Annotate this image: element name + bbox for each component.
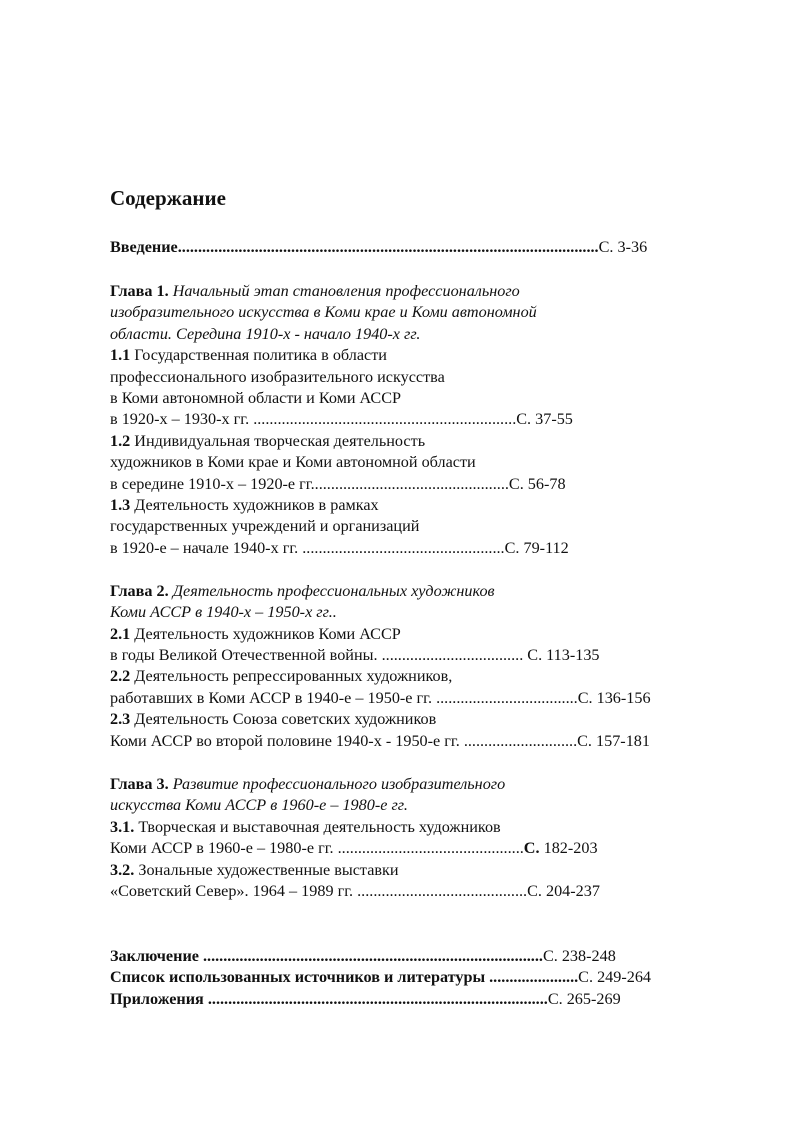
- toc-line: [110, 538, 728, 559]
- toc-line: [110, 345, 728, 366]
- toc-text: области. Середина 1910-х - начало 1940-х гг.: [110, 325, 421, 343]
- toc-text: работавших в Коми АССР в 1940-е – 1950-е гг. ...................................С. 136-156: [110, 689, 651, 707]
- toc-line: [110, 645, 728, 666]
- toc-text: государственных учреждений и организаций: [110, 517, 420, 535]
- toc-line: [110, 302, 728, 323]
- toc-line: [110, 516, 728, 537]
- toc-line: [110, 452, 728, 473]
- toc-text: Деятельность профессиональных художников: [172, 582, 495, 600]
- toc-line: [110, 817, 728, 838]
- toc-text: Деятельность художников Коми АССР: [134, 625, 401, 643]
- toc-text: Деятельность художников в рамках: [134, 496, 379, 514]
- toc-text: 2.2: [110, 667, 135, 685]
- toc-text: в 1920-х – 1930-х гг. .................................................................С. 37-55: [110, 410, 573, 428]
- toc-line: [110, 774, 728, 795]
- toc-line: [110, 838, 728, 859]
- toc-line: [110, 281, 728, 302]
- toc-text: 1.3: [110, 496, 135, 514]
- toc-line: [110, 946, 728, 967]
- toc-text: Глава 2.: [110, 582, 173, 600]
- toc-line: [110, 324, 728, 345]
- toc-text: Деятельность репрессированных художников,: [134, 667, 453, 685]
- toc-text: Индивидуальная творческая деятельность: [134, 432, 426, 450]
- toc-line: [110, 731, 728, 752]
- toc-text: Глава 3.: [110, 775, 173, 793]
- toc-text: Список использованных источников и литературы ......................: [110, 968, 579, 986]
- toc-text: 2.3: [110, 710, 135, 728]
- toc-text: профессионального изобразительного искусства: [110, 368, 445, 386]
- toc-text: изобразительного искусства в Коми крае и Коми автономной: [110, 303, 537, 321]
- toc-text: Государственная политика в области: [134, 346, 387, 364]
- toc-text: Зональные художественные выставки: [134, 861, 399, 879]
- toc-text: Коми АССР во второй половине 1940-х - 1950-е гг. ............................С. 157-181: [110, 732, 650, 750]
- toc-line: [110, 967, 728, 988]
- toc-line: [110, 624, 728, 645]
- toc-text: в годы Великой Отечественной войны. ................................... С. 113-135: [110, 646, 600, 664]
- toc-line: [110, 602, 728, 623]
- toc-text: 182-203: [539, 839, 598, 857]
- toc-text: Коми АССР в 1940-х – 1950-х гг..: [110, 603, 337, 621]
- toc-text: С.: [523, 839, 540, 857]
- toc-text: Начальный этап становления профессионального: [172, 282, 520, 300]
- toc-text: Глава 1.: [110, 282, 173, 300]
- toc-line: [110, 688, 728, 709]
- toc-line: [110, 860, 728, 881]
- toc-line: [110, 881, 728, 902]
- toc-text: Творческая и выставочная деятельность художников: [134, 818, 501, 836]
- toc-text: Заключение ....................................................................................: [110, 947, 543, 965]
- toc-line: [110, 237, 728, 258]
- toc-text: искусства Коми АССР в 1960-е – 1980-е гг.: [110, 796, 408, 814]
- toc-text: в 1920-е – начале 1940-х гг. ..................................................С. 79-112: [110, 539, 569, 557]
- toc-text: 3.1.: [110, 818, 135, 836]
- toc-text: Введение........................................................................................................: [110, 238, 599, 256]
- toc-line: [110, 388, 728, 409]
- toc-text: Деятельность Союза советских художников: [134, 710, 437, 728]
- toc-text: «Советский Север». 1964 – 1989 гг. ..........................................С. 204-237: [110, 882, 600, 900]
- toc-text: 3.2.: [110, 861, 135, 879]
- toc-line: [110, 666, 728, 687]
- toc-text: Развитие профессионального изобразительного: [172, 775, 506, 793]
- toc-text: 1.2: [110, 432, 135, 450]
- toc-text: С. 249-264: [578, 968, 652, 986]
- toc-line: [110, 409, 728, 430]
- toc-line: [110, 989, 728, 1010]
- toc-line: [110, 795, 728, 816]
- toc-line: [110, 367, 728, 388]
- toc-line: [110, 495, 728, 516]
- toc-line: [110, 709, 728, 730]
- page-title: Содержание: [110, 186, 226, 210]
- toc-text: в Коми автономной области и Коми АССР: [110, 389, 402, 407]
- toc-text: художников в Коми крае и Коми автономной области: [110, 453, 476, 471]
- toc-text: Приложения ....................................................................................: [110, 990, 548, 1008]
- toc-text: С. 3-36: [598, 238, 648, 256]
- toc-text: С. 238-248: [542, 947, 616, 965]
- toc-line: [110, 431, 728, 452]
- toc-text: 2.1: [110, 625, 135, 643]
- toc-text: Коми АССР в 1960-е – 1980-е гг. ..............................................: [110, 839, 524, 857]
- toc-line: [110, 581, 728, 602]
- toc-text: С. 265-269: [547, 990, 621, 1008]
- toc-text: 1.1: [110, 346, 135, 364]
- toc-text: в середине 1910-х – 1920-е гг.................................................С. 56-78: [110, 475, 566, 493]
- toc-line: [110, 474, 728, 495]
